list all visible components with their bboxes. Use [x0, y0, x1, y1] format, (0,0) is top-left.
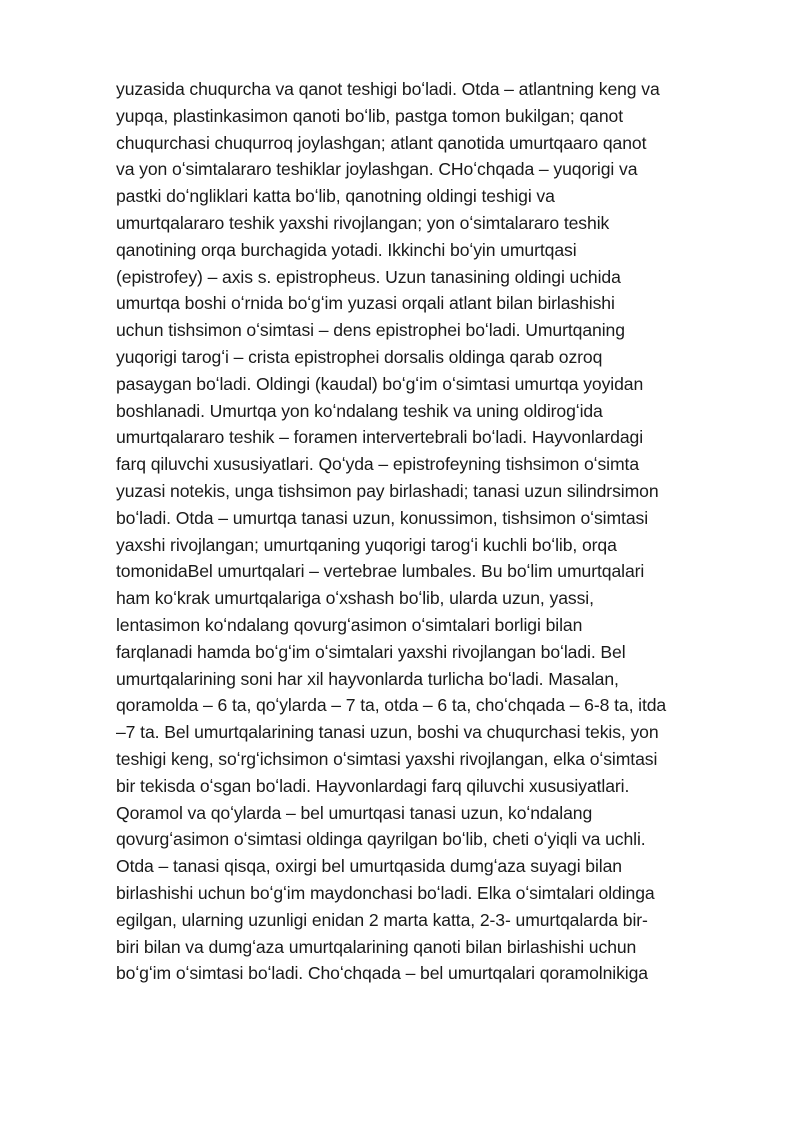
text-line: chuqurchasi chuqurroq joylashgan; atlant qanotida umurtqaaro qanot: [116, 132, 647, 153]
text-line: Qoramol va qoʻylarda – bel umurtqasi tanasi uzun, koʻndalang: [116, 802, 593, 823]
text-line: Otda – tanasi qisqa, oxirgi bel umurtqasida dumgʻaza suyagi bilan: [116, 856, 622, 877]
text-line: umurtqalararo teshik yaxshi rivojlangan; yon oʻsimtalararo teshik: [116, 212, 610, 233]
text-line: yuzasida chuqurcha va qanot teshigi boʻladi. Otda – atlantning keng va: [116, 79, 660, 99]
text-line: uchun tishsimon oʻsimtasi – dens epistrophei boʻladi. Umurtqaning: [116, 320, 625, 341]
text-line: tomonidaBel umurtqalari – vertebrae lumbales. Bu boʻlim umurtqalari: [116, 561, 645, 582]
text-line: qovurgʻasimon oʻsimtasi oldinga qayrilgan boʻlib, cheti oʻyiqli va uchli.: [116, 829, 646, 850]
text-line: qanotining orqa burchagida yotadi. Ikkinchi boʻyin umurtqasi: [116, 239, 577, 260]
text-line: boʻladi. Otda – umurtqa tanasi uzun, konussimon, tishsimon oʻsimtasi: [116, 507, 649, 528]
text-line: teshigi keng, soʻrgʻichsimon oʻsimtasi yaxshi rivojlangan, elka oʻsimtasi: [116, 748, 658, 769]
text-line: biri bilan va dumgʻaza umurtqalarining qanoti bilan birlashishi uchun: [116, 936, 637, 957]
text-line: yupqa, plastinkasimon qanoti boʻlib, pastga tomon bukilgan; qanot: [116, 105, 623, 126]
text-line: farq qiluvchi xususiyatlari. Qoʻyda – epistrofeyning tishsimon oʻsimta: [116, 454, 640, 475]
text-line: pastki doʻngliklari katta boʻlib, qanotning oldingi teshigi va: [116, 186, 555, 207]
text-line: (epistrofey) – axis s. epistropheus. Uzun tanasining oldingi uchida: [116, 266, 621, 287]
text-line: boʻgʻim oʻsimtasi boʻladi. Choʻchqada – bel umurtqalari qoramolnikiga: [116, 963, 648, 984]
text-line: boshlanadi. Umurtqa yon koʻndalang teshik va uning oldirogʻida: [116, 400, 603, 421]
text-line: ham koʻkrak umurtqalariga oʻxshash boʻlib, ularda uzun, yassi,: [116, 588, 594, 609]
text-line: yaxshi rivojlangan; umurtqaning yuqorigi tarogʻi kuchli boʻlib, orqa: [116, 534, 617, 555]
text-line: umurtqalararo teshik – foramen intervertebrali boʻladi. Hayvonlardagi: [116, 427, 644, 448]
text-line: birlashishi uchun boʻgʻim maydonchasi boʻladi. Elka oʻsimtalari oldinga: [116, 882, 655, 903]
text-line: yuzasi notekis, unga tishsimon pay birlashadi; tanasi uzun silindrsimon: [116, 480, 659, 501]
text-line: yuqorigi tarogʻi – crista epistrophei dorsalis oldinga qarab ozroq: [116, 346, 603, 367]
text-line: pasaygan boʻladi. Oldingi (kaudal) boʻgʻim oʻsimtasi umurtqa yoyidan: [116, 373, 644, 394]
text-line: farqlanadi hamda boʻgʻim oʻsimtalari yaxshi rivojlangan boʻladi. Bel: [116, 641, 626, 662]
text-line: bir tekisda oʻsgan boʻladi. Hayvonlardagi farq qiluvchi xususiyatlari.: [116, 775, 630, 796]
text-line: qoramolda – 6 ta, qoʻylarda – 7 ta, otda – 6 ta, choʻchqada – 6-8 ta, itda: [116, 695, 667, 716]
text-line: egilgan, ularning uzunligi enidan 2 marta katta, 2-3- umurtqalarda bir-: [116, 909, 648, 930]
text-line: va yon oʻsimtalararo teshiklar joylashgan. CHoʻchqada – yuqorigi va: [116, 159, 638, 180]
text-line: –7 ta. Bel umurtqalarining tanasi uzun, boshi va chuqurchasi tekis, yon: [116, 722, 659, 743]
text-line: lentasimon koʻndalang qovurgʻasimon oʻsimtalari borligi bilan: [116, 614, 583, 635]
text-line: umurtqalarining soni har xil hayvonlarda turlicha boʻladi. Masalan,: [116, 668, 619, 689]
text-line: umurtqa boshi oʻrnida boʻgʻim yuzasi orqali atlant bilan birlashishi: [116, 293, 615, 314]
body-text: [116, 76, 736, 987]
